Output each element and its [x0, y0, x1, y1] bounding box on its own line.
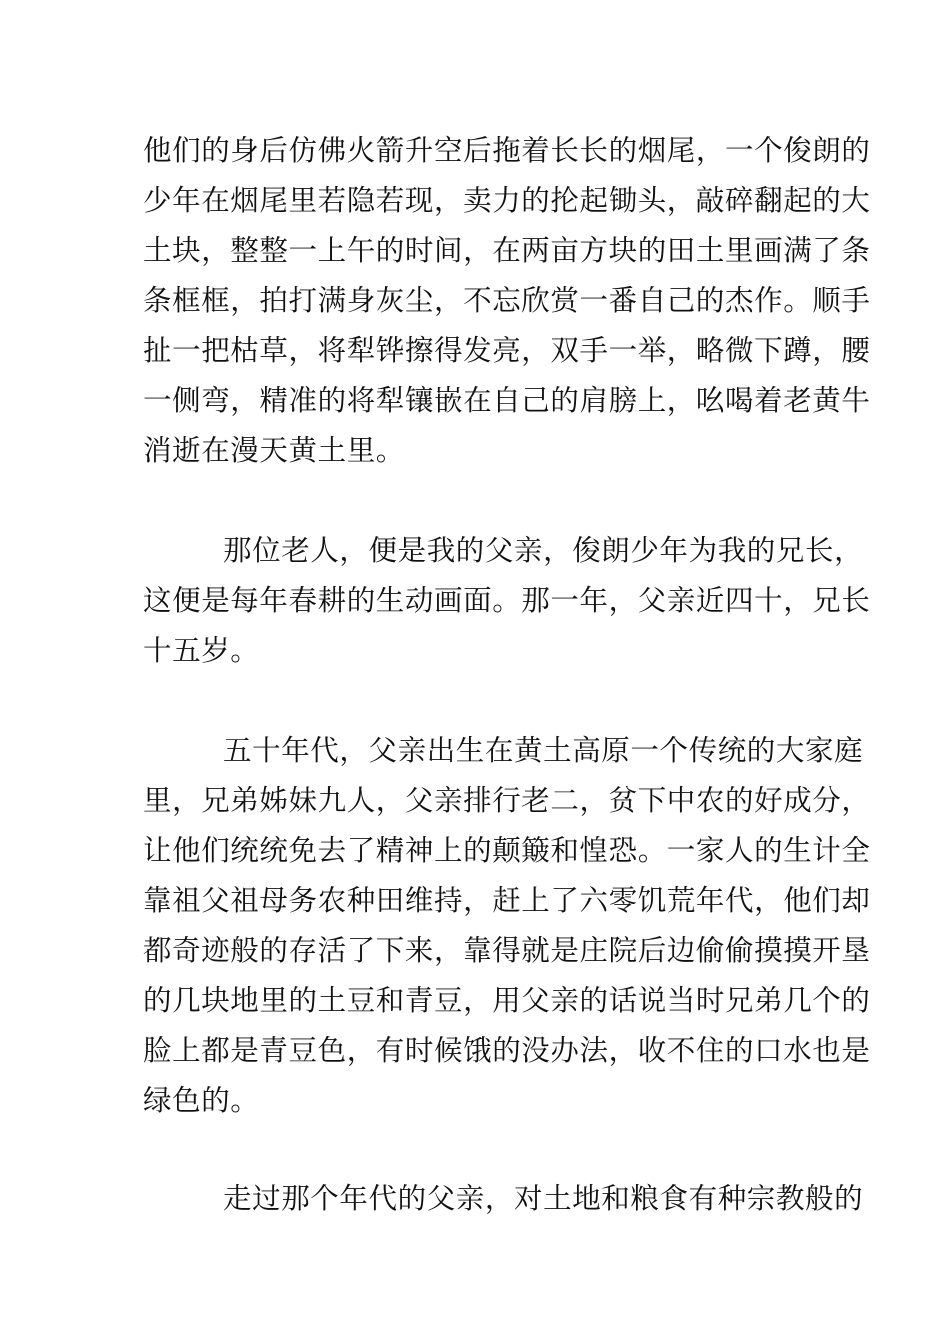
paragraph-2 — [143, 526, 871, 676]
text-line: 少年在烟尾里若隐若现，卖力的抡起锄头，敲碎翻起的大 — [143, 184, 871, 217]
text-line: 的几块地里的土豆和青豆，用父亲的话说当时兄弟几个的 — [143, 984, 871, 1017]
text-line: 脸上都是青豆色，有时候饿的没办法，收不住的口水也是 — [143, 1034, 871, 1067]
text-line: 十五岁。 — [143, 634, 260, 667]
text-line: 条框框，拍打满身灰尘，不忘欣赏一番自己的杰作。顺手 — [143, 284, 871, 317]
text-line: 扯一把枯草，将犁铧擦得发亮，双手一举，略微下蹲，腰 — [143, 334, 871, 367]
text-line-first: 五十年代，父亲出生在黄土高原一个传统的大家庭 — [223, 734, 864, 767]
text-line: 这便是每年春耕的生动画面。那一年，父亲近四十，兄长 — [143, 584, 871, 617]
text-line: 让他们统统免去了精神上的颠簸和惶恐。一家人的生计全 — [143, 834, 871, 867]
text-line: 里，兄弟姊妹九人，父亲排行老二，贫下中农的好成分， — [143, 784, 871, 817]
text-line: 一侧弯，精准的将犁镶嵌在自己的肩膀上，吆喝着老黄牛 — [143, 384, 871, 417]
text-line: 他们的身后仿佛火箭升空后拖着长长的烟尾，一个俊朗的 — [143, 134, 871, 167]
text-line: 靠祖父祖母务农种田维持，赶上了六零饥荒年代，他们却 — [143, 884, 871, 917]
paragraph-1 — [143, 126, 871, 476]
paragraph-3 — [143, 726, 871, 1126]
text-line-first: 那位老人，便是我的父亲，俊朗少年为我的兄长， — [223, 534, 864, 567]
text-line: 消逝在漫天黄土里。 — [143, 434, 405, 467]
text-line: 土块，整整一上午的时间，在两亩方块的田土里画满了条 — [143, 234, 871, 267]
text-line: 都奇迹般的存活了下来，靠得就是庄院后边偷偷摸摸开垦 — [143, 934, 871, 967]
text-line: 绿色的。 — [143, 1084, 260, 1117]
text-line-first: 走过那个年代的父亲，对土地和粮食有种宗教般的 — [223, 1182, 864, 1215]
paragraph-4 — [143, 1174, 864, 1224]
